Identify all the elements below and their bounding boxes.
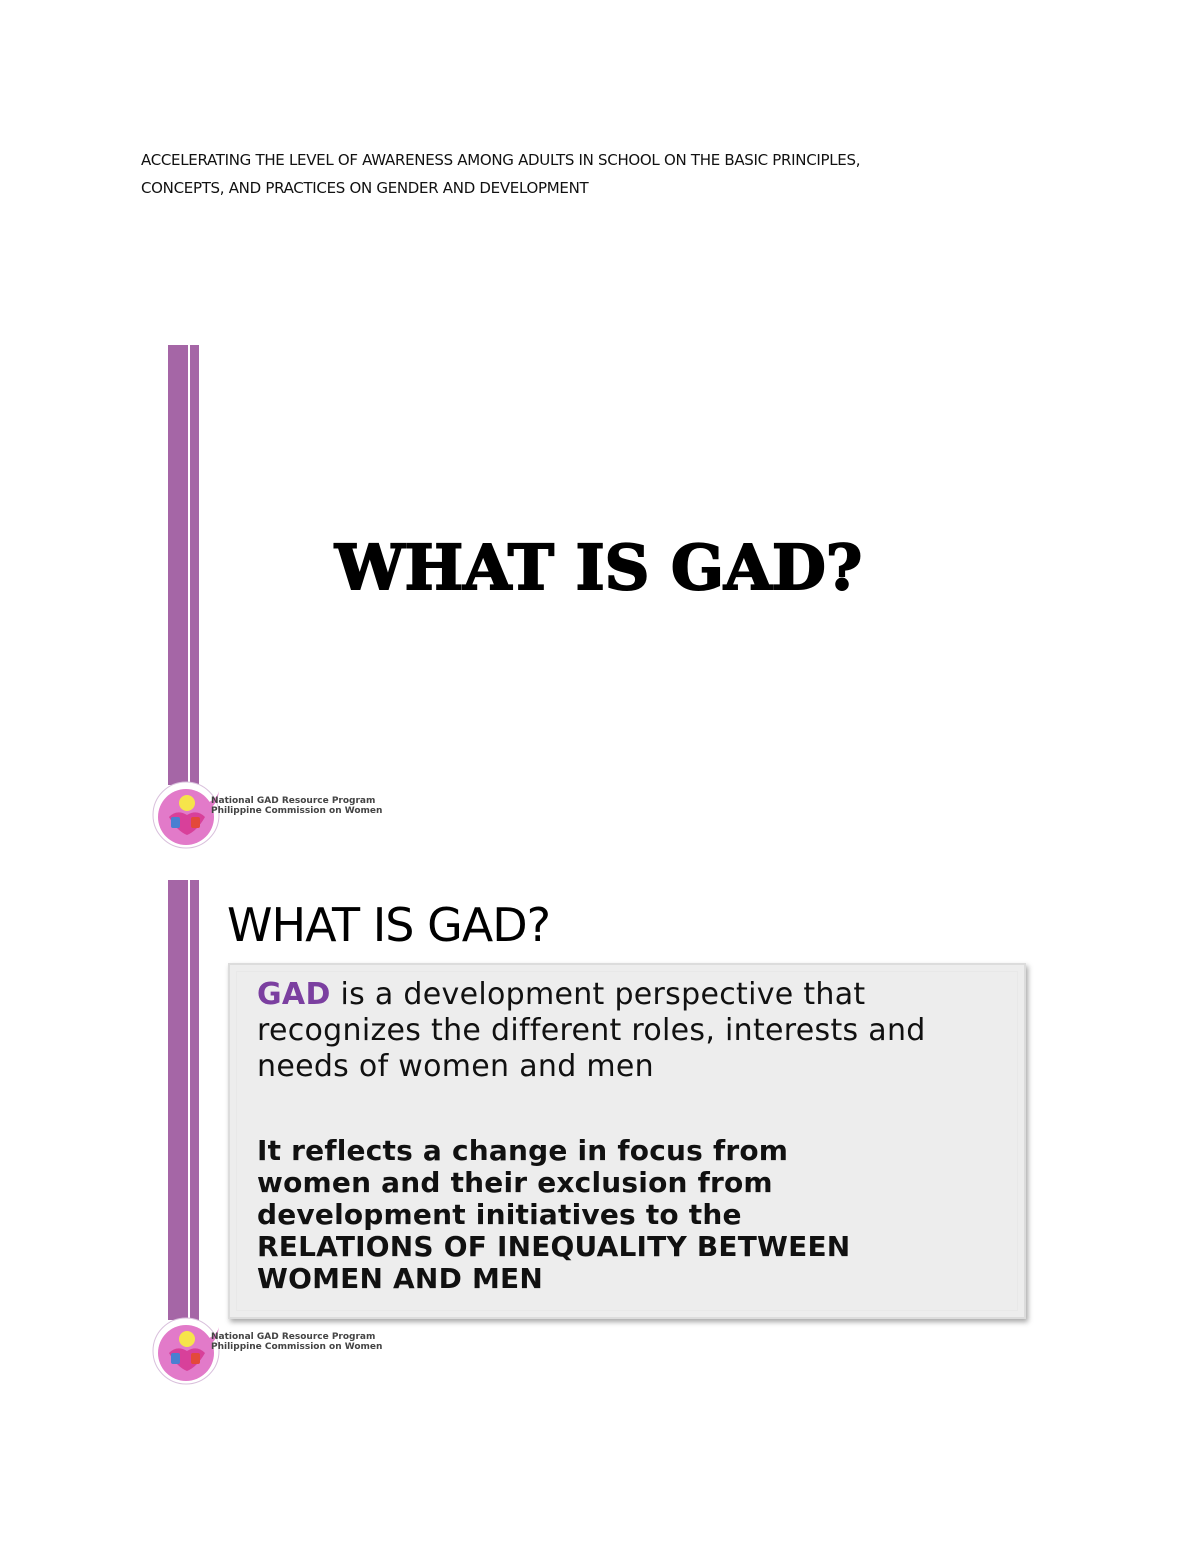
emphasis-line-5: WOMEN AND MEN [257, 1262, 543, 1295]
definition-text [257, 977, 1007, 1085]
pcw-logo-text [211, 1332, 382, 1352]
document-heading [141, 146, 1041, 202]
emphasis-line-1: It reflects a change in focus from [257, 1134, 789, 1167]
accent-bar-left [168, 880, 188, 1320]
accent-bar-right [190, 345, 199, 785]
gad-highlight: GAD [257, 977, 331, 1012]
emphasis-line-3: development initiatives to the [257, 1198, 742, 1231]
pcw-logo-text-line-2: Philippine Commission on Women [211, 806, 383, 816]
document-heading-line-2: CONCEPTS, AND PRACTICES ON GENDER AND DEVELOPMENT [141, 179, 589, 197]
accent-bar-right [190, 880, 199, 1320]
slide-title: WHAT IS GAD? [335, 531, 863, 604]
emphasis-line-4: RELATIONS OF INEQUALITY BETWEEN [257, 1230, 851, 1263]
pcw-logo-text-line-1: National GAD Resource Program [211, 796, 376, 806]
definition-rest: is a development perspective that recognizes the different roles, interests and needs of women and men [257, 977, 926, 1084]
definition-box [228, 963, 1026, 1319]
slide-what-is-gad-title [165, 345, 1025, 855]
slide-title: WHAT IS GAD? [227, 898, 551, 952]
accent-bar-left [168, 345, 188, 785]
document-heading-line-1: ACCELERATING THE LEVEL OF AWARENESS AMONG ADULTS IN SCHOOL ON THE BASIC PRINCIPLES, [141, 151, 861, 169]
pcw-logo-text-line-1: National GAD Resource Program [211, 1332, 376, 1342]
pcw-logo-text [211, 796, 382, 816]
emphasis-text [257, 1135, 1017, 1295]
pcw-logo [151, 1309, 391, 1389]
pcw-logo-text-line-2: Philippine Commission on Women [211, 1342, 383, 1352]
emphasis-line-2: women and their exclusion from [257, 1166, 773, 1199]
pcw-logo [151, 773, 391, 853]
slide-what-is-gad-definition [165, 880, 1025, 1400]
